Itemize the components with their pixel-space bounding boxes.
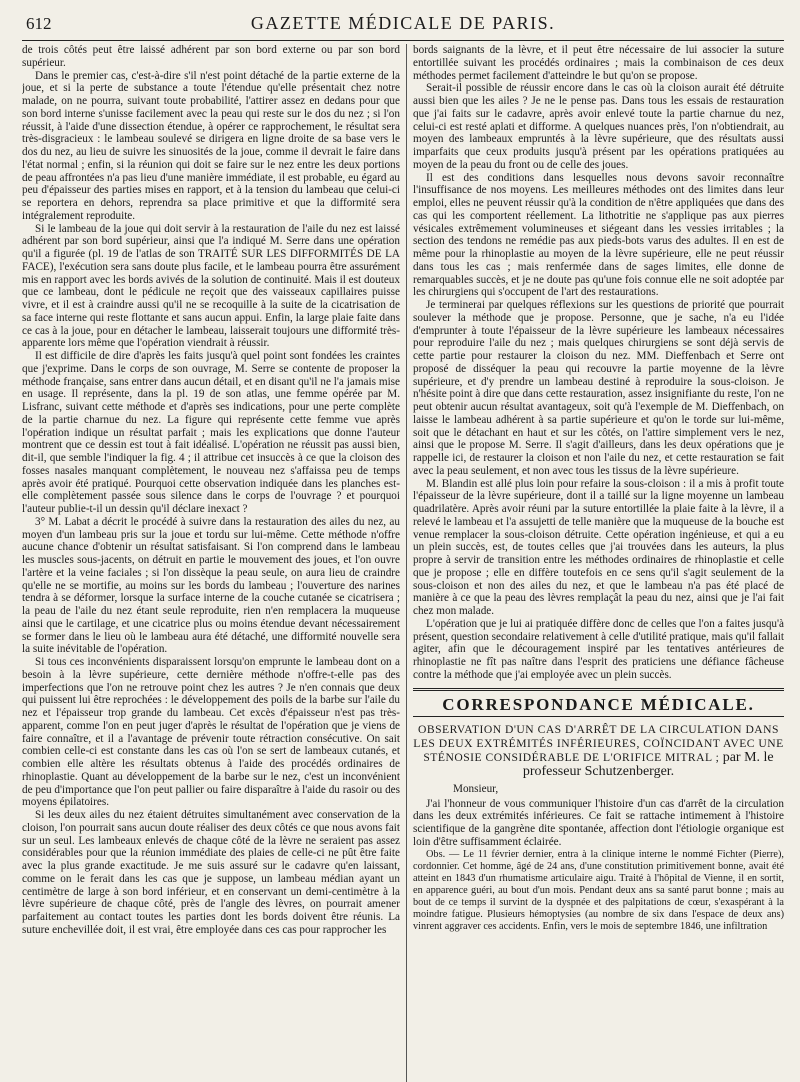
- section-heading-box: [413, 688, 784, 717]
- paragraph: Dans le premier cas, c'est-à-dire s'il n'est point détaché de la partie externe de la joue, et si la perte de substance a toute l'étendue qu'elle présentait chez notre malade, on ne pourra, suivant toute probabilité, l'attirer assez en dedans pour que son bord interne s'unisse facilement avec la peau qui reste sur le dos du nez ; si l'on réussit, à l'aide d'une dissection étendue, à opérer ce rapprochement, le résultat sera très-disgracieux : le lambeau soulevé se dirigera en ligne droite de sa base vers le dos du nez, au lieu de suivre les sinuosités de la joue, comme il devrait le faire dans l'état normal ; enfin, si la réunion qui doit se faire sur le nez entre les deux portions de peau affrontées n'a pas lieu d'une manière immédiate, il est probable, eu égard au peu d'épaisseur des parties mises en rapport, et à la tension du lambeau que celui-ci se reportera en dehors, reprendra sa place primitive et que la difformité sera intégralement reproduite.: [22, 69, 400, 222]
- paragraph: Je terminerai par quelques réflexions sur les questions de priorité que pourrait soulever la méthode que je propose. Personne, que je sache, n'a eu l'idée d'emprunter à toute l'épaisseur de la lèvre supérieure les lambeaux nécessaires pour reproduire l'aile du nez ; mais quelques chirurgiens se sont déjà servis de cette partie pour restaurer la cloison du nez. MM. Dieffenbach et Serre ont proposé de disséquer la peau qui recouvre la partie moyenne de la lèvre supérieure, et d'y prendre un lambeau destiné à reproduire la sous-cloison. Je n'hésite point à dire que dans cette restauration, assez insignifiante du reste, l'on ne peut obtenir aucun résultat avantageux, soit qu'à l'exemple de M. Dieffenbach, on laisse le lambeau adhérent à sa partie supérieure et qu'on le torde sur lui-même, soit que le détachant en haut et sur les côtés, on l'attire simplement vers le nez, ainsi que le propose M. Serre. Il s'agit d'ailleurs, dans les deux opérations que je rappelle ici, de restaurer la cloison et non l'aile du nez, et cette restauration se fait avec la peau seulement, et non avec tous les tissus de la lèvre supérieure.: [413, 299, 784, 477]
- paragraph: Si les deux ailes du nez étaient détruites simultanément avec conservation de la cloison, l'on pourrait sans aucun doute réaliser des deux côtés ce que nous avons fait sur un seul. Les lambeaux enlevés de chaque côté de la lèvre ne seraient pas assez considérables pour que la réunion immédiate des plaies de celle-ci ne pût être faite avec la plus grande exactitude. Je me suis assuré sur le cadavre qu'en laissant, comme on le ferait dans les cas que je suppose, un lambeau médian ayant un centimètre de large à son bord inférieur, et en conservant un demi-centimètre à la lèvre supérieure de chaque côté, près de l'angle des lèvres, on pourrait amener parfaitement au contact toutes les parties dont les bords doivent être réunis. La suture enchevillée doit, il est vrai, être employée dans ces cas pour rapprocher les: [22, 809, 400, 936]
- right-column: [413, 44, 784, 1082]
- author-line: par M. le professeur Schutzenberger.: [522, 749, 774, 779]
- letter-intro: J'ai l'honneur de vous communiquer l'histoire d'un cas d'arrêt de la circulation dans les deux extrémités inférieures. Ce fait se rattache intimement à l'histoire scientifique de la gangrène dite spontanée, affection dont l'étiologie organique est loin d'être suffisamment éclairée.: [413, 797, 784, 848]
- salutation: Monsieur,: [453, 782, 499, 795]
- page-number: 612: [26, 14, 52, 33]
- left-column: [22, 44, 400, 1082]
- observation-title: [413, 723, 784, 779]
- paragraph: Il est des conditions dans lesquelles nous devons savoir reconnaître l'insuffisance de nos moyens. Les meilleures méthodes ont des limites dans leur emploi, elles ne peuvent réussir qu'à la condition de n'être appliquées que dans des cas qui les comportent réellement. La lithotritie ne s'applique pas aux pierres vésicales extrêmement volumineuses et siégeant dans les vessies irritables ; la section des tendons ne remédie pas aux pieds-bots varus des adultes. Il en est de même pour la rhinoplastie au moyen de la lèvre supérieure, elle ne peut réussir dans tous les cas ; mais renfermée dans de sages limites, elle donne de remarquables succès, et je ne doute pas qu'une fois connue elle ne soit adoptée par les chirurgiens qui s'occupent de l'art des restaurations.: [413, 171, 784, 299]
- paragraph: L'opération que je lui ai pratiquée diffère donc de celles que l'on a faites jusqu'à présent, question secondaire relativement à celle d'utilité pratique, mais qu'il fallait agiter, afin que le découragement inspiré par les tentatives antérieures de rhinoplastie ne fît pas naître dans l'esprit des praticiens une défiance fâcheuse contre la méthode que j'ai employée avec un plein succès.: [413, 617, 784, 681]
- paragraph: 3° M. Labat a décrit le procédé à suivre dans la restauration des ailes du nez, au moyen d'un lambeau pris sur la joue et tordu sur lui-même. Cette méthode n'offre aucune chance d'obtenir un résultat satisfaisant. Si l'on comprend dans le lambeau les muscles sous-jacents, on détruit en partie le mouvement des joues, et l'on ouvre l'artère et la veine faciales ; si l'on dissèque la peau seule, on aura lieu de craindre qu'elle ne se mortifie, au moins sur les bords du lambeau ; l'ouverture des narines tendra à se déformer, lorsque la surface interne de la couche cutanée se cicatrisera ; la peau de l'aile du nez étant seule reproduite, rien n'en remplacera la muqueuse ainsi que le cartilage, et une cicatrice plus ou moins étendue devant nécessairement se former dans le lieu où le lambeau aura été détaché, une difformité nouvelle sera la suite inévitable de l'opération.: [22, 515, 400, 656]
- paragraph: M. Blandin est allé plus loin pour refaire la sous-cloison : il a mis à profit toute l'épaisseur de la lèvre supérieure, dont il a taillé sur la ligne moyenne un lambeau quadrilatère. Après avoir réuni par la suture entortillée la plaie faite à la lèvre, il a relevé le lambeau et l'a assujetti de telle manière que la muqueuse de la bouche est venue remplacer la sous-cloison détruite. Cette opération ingénieuse, et qui a eu un plein succès, est, de toutes celles que j'ai trouvées dans les auteurs, la plus propre à servir de transition entre les méthodes ordinaires de rhinoplastie et celle que je propose ; elle en diffère toutefois en ce sens qu'il s'agit seulement de la sous-cloison et non des ailes du nez, et que le lambeau n'a pas été placé de manière à ce que la peau des lèvres remplaçât la peau du nez, ainsi que je l'ai fait chez mon malade.: [413, 477, 784, 617]
- section-title: CORRESPONDANCE MÉDICALE.: [442, 694, 755, 714]
- paragraph: bords saignants de la lèvre, et il peut être nécessaire de lui associer la suture entortillée suivant les procédés ordinaires ; mais la combinaison de ces deux méthodes permet facilement d'atteindre le but qu'on se propose.: [413, 44, 784, 82]
- observation-text: Obs. — Le 11 février dernier, entra à la clinique interne le nommé Fichter (Pierre), cordonnier. Cet homme, âgé de 24 ans, d'une constitution primitivement bonne, avait été atteint en 1843 d'un rhumatisme articulaire aigu. Traité à l'hôpital de Vienne, il en sortit, en apparence guéri, au bout d'un mois. Pendant deux ans sa santé parut bonne ; mais au bout de ce temps il survint de la dyspnée et des palpitations de cœur, s'exaspérant à la moindre fatigue. Plusieurs hémoptysies (au nombre de six dans l'espace de deux ans) vinrent aggraver ces accidents. Enfin, vers le mois de septembre 1846, une infiltration: [413, 848, 784, 932]
- observation-title-text: OBSERVATION D'UN CAS D'ARRÊT DE LA CIRCULATION DANS LES DEUX EXTRÉMITÉS INFÉRIEURES, COÏNCIDANT AVEC UNE STÉNOSIE CONSIDÉRABLE DE L'ORIFICE MITRAL ;: [413, 722, 784, 764]
- column-divider: [406, 44, 407, 1082]
- paragraph: Si le lambeau de la joue qui doit servir à la restauration de l'aile du nez est laissé adhérent par son bord supérieur, ainsi que l'a indiqué M. Serre dans une opération qu'il a figurée (pl. 19 de l'atlas de son TRAITÉ SUR LES DIFFORMITÉS DE LA FACE), l'exécution sera sans doute plus facile, et le lambeau pourra être assurément mis en rapport avec les bords avivés de la solution de continuité. Mais il est douteux que ce lambeau, dont le pédicule ne reçoit que des vaisseaux capillaires puisse vivre, et il est à craindre aussi qu'il ne se recoquille à la suite de la cicatrisation de sa face interne qui reste flottante et sans aucun appui. Enfin, la large plaie faite dans ce cas à la joue, pour en détacher le lambeau, laisserait toujours une difformité très-apparente lors même que l'opération viendrait à réussir.: [22, 222, 400, 350]
- page-header: [22, 10, 784, 41]
- paragraph: Si tous ces inconvénients disparaissent lorsqu'on emprunte le lambeau dont on a besoin à la lèvre supérieure, cette dernière méthode n'offre-t-elle pas des imperfections que l'on ne retrouve point chez les autres ? Je n'en connais que deux qui puissent lui être reprochées : le développement des poils de la barbe sur l'aile du nez et l'épaisseur trop grande du lambeau. Cet excès d'épaisseur n'est pas très-apparent, comme l'on en peut juger d'après le résultat de l'opération que je viens de faire connaître, et il a l'avantage de prévenir toute rétraction consécutive. On sait combien celle-ci est constante dans les cas où l'on se sert de lambeaux cutanés, et combien elle altère les résultats obtenus à l'aide des procédés ordinaires de rhinoplastie. Quant au développement de la barbe sur le nez, c'est un inconvénient de peu d'importance que l'on peut pallier ou faire disparaître à l'aide du rasoir ou des moyens épilatoires.: [22, 656, 400, 809]
- text-columns: [22, 44, 784, 1082]
- paragraph: Il est difficile de dire d'après les faits jusqu'à quel point sont fondées les craintes que j'exprime. Dans le corps de son ouvrage, M. Serre se contente de proposer la méthode française, sans entrer dans aucun détail, et en disant qu'il ne l'a jamais mise en usage. Il représente, dans la pl. 19 de son atlas, une femme opérée par M. Lisfranc, suivant cette méthode et d'après ses indications, pour une perte complète de la partie charnue du nez. La figure qui représente cette femme vue après l'opération indique un résultat parfait ; mais les explications que donne l'auteur montrent que ce dessin est tout à fait idéalisé. L'opération ne réussit pas aussi bien, dit-il, que semble l'indiquer la fig. 4 ; il attribue cet insuccès à ce que la cloison des fosses nasales manquant complètement, le nouveau nez s'affaissa peu de temps après avoir été pratiqué. Pourquoi cette observation indiquée dans les planches est-elle complètement passée sous silence dans le corps de l'ouvrage ? et pourquoi l'auteur publie-t-il un dessin qu'il déclare inexact ?: [22, 350, 400, 515]
- paragraph: Serait-il possible de réussir encore dans le cas où la cloison aurait été détruite aussi bien que les ailes ? Je ne le pense pas. Dans tous les essais de restauration que j'ai faits sur le cadavre, après avoir enlevé toute la partie charnue du nez, celui-ci est resté aplati et difforme. A quelques nuances près, l'on n'obtiendrait, au moyen des lambeaux empruntés à la lèvre supérieure, que des résultats aussi imparfaits que ceux produits jusqu'à présent par les opérations pratiquées au moyen de la peau du front ou de celle des joues.: [413, 82, 784, 171]
- journal-title: GAZETTE MÉDICALE DE PARIS.: [250, 13, 556, 33]
- paragraph: de trois côtés peut être laissé adhérent par son bord externe ou par son bord supérieur.: [22, 44, 400, 69]
